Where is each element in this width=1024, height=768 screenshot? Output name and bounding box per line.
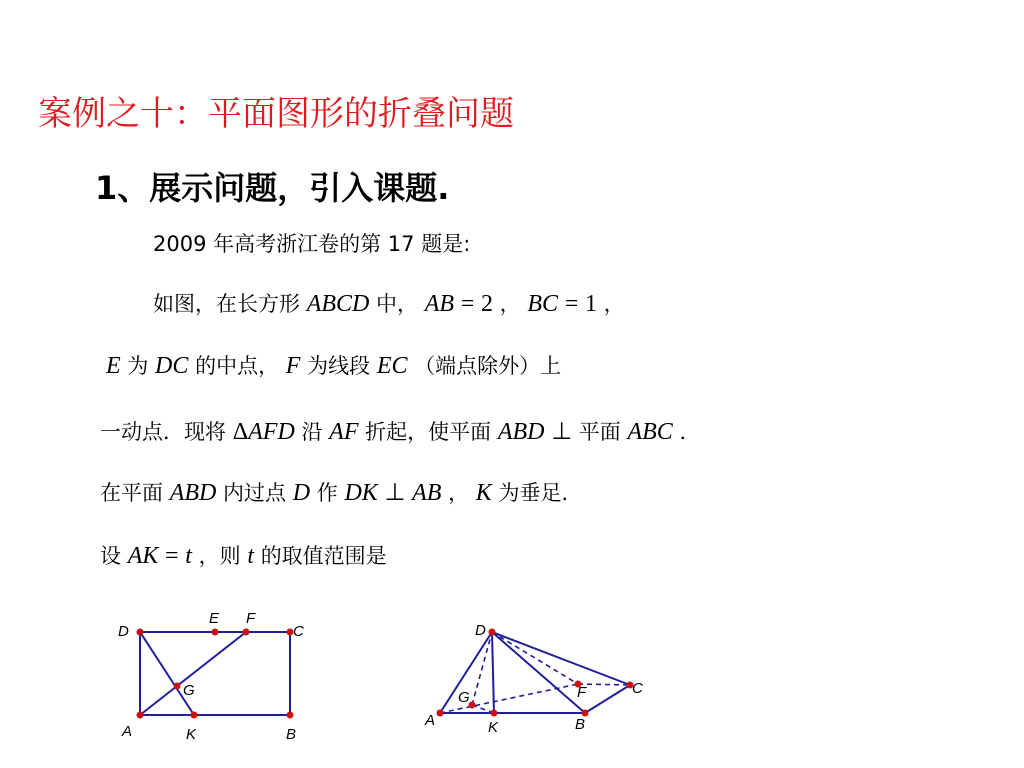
label-a: A xyxy=(122,723,133,740)
segment-df xyxy=(492,632,578,684)
point-k xyxy=(191,712,198,719)
label-e: E xyxy=(209,610,220,627)
point-g xyxy=(174,683,181,690)
segment-db xyxy=(492,632,585,713)
text: 在平面 xyxy=(100,481,163,505)
label-b: B xyxy=(575,716,586,733)
text: 内过点 xyxy=(223,481,287,505)
point-a xyxy=(137,712,144,719)
point-b xyxy=(287,712,294,719)
segment-dc xyxy=(492,632,630,685)
label-d: D xyxy=(118,623,129,640)
math: 1 xyxy=(584,291,597,317)
point-e xyxy=(212,629,219,636)
label-k: K xyxy=(186,726,197,743)
text: 的取值范围是 xyxy=(260,544,387,568)
problem-source: 2009 年高考浙江卷的第 17 题是: xyxy=(153,232,471,256)
math: AF xyxy=(329,419,359,445)
math: DK xyxy=(344,480,378,506)
math: BC xyxy=(527,291,559,317)
label-k: K xyxy=(488,719,499,736)
label-g: G xyxy=(458,689,470,706)
text: ． xyxy=(679,420,701,444)
math: t xyxy=(247,543,254,569)
math: DC xyxy=(155,353,189,379)
math: E xyxy=(106,353,121,379)
label-c: C xyxy=(632,680,643,697)
text: 中， xyxy=(376,292,419,316)
math: ABD xyxy=(169,480,217,506)
text: 一动点．现将 xyxy=(100,420,226,444)
math: AB xyxy=(424,291,455,317)
math: D xyxy=(292,480,311,506)
text: 平面 xyxy=(578,420,621,444)
text: 折起，使平面 xyxy=(365,420,492,444)
math: EC xyxy=(376,353,408,379)
text: 为线段 xyxy=(307,354,371,378)
point-d xyxy=(489,629,496,636)
math: ⊥ xyxy=(384,480,406,506)
math: ABD xyxy=(497,419,545,445)
math: = xyxy=(460,291,475,317)
math: AFD xyxy=(248,419,295,445)
text: 沿 xyxy=(301,420,323,444)
point-f xyxy=(243,629,250,636)
point-a xyxy=(437,710,444,717)
problem-line-6 xyxy=(100,540,387,570)
math: ABCD xyxy=(306,291,370,317)
text: 为 xyxy=(127,354,149,378)
segment-dk xyxy=(492,632,494,713)
rectangle-abcd xyxy=(140,632,290,715)
math: t xyxy=(185,543,192,569)
segment-gk xyxy=(472,705,494,713)
problem-line-2 xyxy=(153,288,625,318)
label-a: A xyxy=(425,712,436,729)
math: = xyxy=(564,291,579,317)
math: F xyxy=(285,353,301,379)
text: ， xyxy=(448,481,470,505)
text: 设 xyxy=(100,544,121,568)
math: AB xyxy=(412,480,442,506)
text: 为垂足． xyxy=(498,481,583,505)
problem-line-3 xyxy=(106,350,561,380)
math: 2 xyxy=(480,291,493,317)
rectangle-figure xyxy=(110,605,320,745)
text: ， xyxy=(603,292,625,316)
text: 如图，在长方形 xyxy=(153,292,300,316)
label-b: B xyxy=(286,726,297,743)
math: AK xyxy=(127,543,159,569)
segment-af xyxy=(140,632,246,715)
segment-bc xyxy=(585,685,630,713)
point-k xyxy=(491,710,498,717)
text: 的中点， xyxy=(195,354,280,378)
math: K xyxy=(475,480,492,506)
label-f: F xyxy=(246,610,256,627)
math: Δ xyxy=(232,419,249,445)
problem-line-4 xyxy=(100,416,701,446)
math: ⊥ xyxy=(551,419,573,445)
problem-line-5 xyxy=(100,477,582,507)
label-f: F xyxy=(577,684,587,701)
label-d: D xyxy=(475,622,486,639)
math: ABC xyxy=(627,419,673,445)
label-c: C xyxy=(293,623,304,640)
text: 作 xyxy=(316,481,338,505)
text: （端点除外）上 xyxy=(414,354,562,378)
segment-dk xyxy=(140,632,194,715)
label-g: G xyxy=(183,682,195,699)
math: = xyxy=(165,543,179,569)
segment-dg xyxy=(472,632,492,705)
page-title: 案例之十：平面图形的折叠问题 xyxy=(38,94,514,134)
text: ，则 xyxy=(198,544,241,568)
point-d xyxy=(137,629,144,636)
text: ， xyxy=(499,292,521,316)
section-subtitle: 1、展示问题，引入课题. xyxy=(95,169,450,207)
folded-figure xyxy=(420,615,660,745)
